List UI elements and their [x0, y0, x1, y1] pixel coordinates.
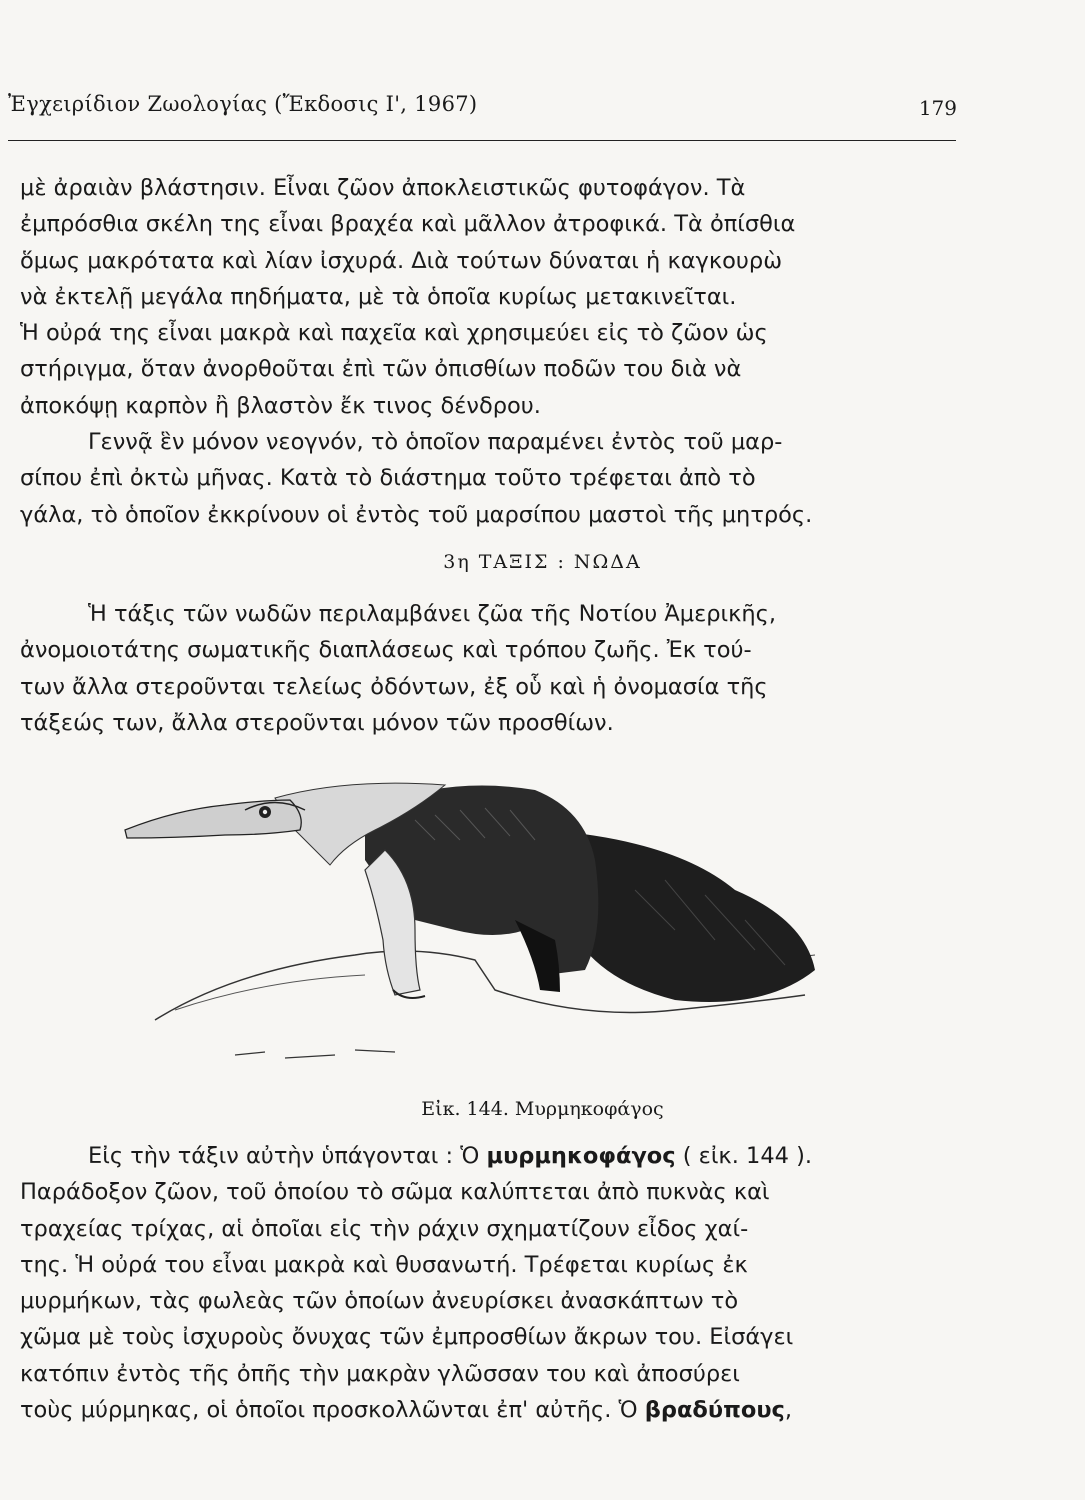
- anteater-drawing: [115, 770, 825, 1060]
- text-line: μυρμήκων, τὰς φωλεὰς τῶν ὁποίων ἀνευρίσκει ἀνασκάπτων τὸ: [20, 1288, 739, 1315]
- text-line: στήριγμα, ὅταν ἀνορθοῦται ἐπὶ τῶν ὀπισθίων ποδῶν του διὰ νὰ: [20, 356, 742, 383]
- text-line: χῶμα μὲ τοὺς ἰσχυροὺς ὄνυχας τῶν ἐμπροσθίων ἄκρων του. Εἰσάγει: [20, 1324, 794, 1351]
- text-run: ( εἰκ. 144 ).: [675, 1143, 813, 1169]
- text-line: των ἄλλα στεροῦνται τελείως ὀδόντων, ἐξ οὗ καὶ ἡ ὀνομασία τῆς: [20, 673, 768, 700]
- running-head: [8, 92, 957, 116]
- text-line: ὅμως μακρότατα καὶ λίαν ἰσχυρά. Διὰ τούτων δύναται ἡ καγκουρὼ: [20, 247, 783, 274]
- text-line: ἀποκόψῃ καρπὸν ἢ βλαστὸν ἔκ τινος δένδρου.: [20, 392, 541, 419]
- text-line: Γεννᾷ ἓν μόνον νεογνόν, τὸ ὁποῖον παραμένει ἐντὸς τοῦ μαρ-: [88, 429, 783, 456]
- text-line: νὰ ἐκτελῇ μεγάλα πηδήματα, μὲ τὰ ὁποῖα κυρίως μετακινεῖται.: [20, 283, 737, 310]
- text-line: τάξεώς των, ἄλλα στεροῦνται μόνον τῶν προσθίων.: [20, 709, 614, 736]
- paragraph-kangaroo: [20, 170, 964, 533]
- figure-caption: Εἰκ. 144. Μυρμηκοφάγος: [421, 1098, 664, 1120]
- text-line: ἐμπρόσθια σκέλη της εἶναι βραχέα καὶ μᾶλλον ἀτροφικά. Τὰ ὀπίσθια: [20, 211, 796, 238]
- text-line: ἀνομοιοτάτης σωματικῆς διαπλάσεως καὶ τρόπου ζωῆς. Ἐκ τού-: [20, 637, 752, 664]
- text-line: μὲ ἀραιὰν βλάστησιν. Εἶναι ζῶον ἀποκλειστικῶς φυτοφάγον. Τὰ: [20, 175, 746, 201]
- header-rule: [8, 140, 956, 141]
- text-line: σίπου ἐπὶ ὀκτὼ μῆνας. Κατὰ τὸ διάστημα τοῦτο τρέφεται ἀπὸ τὸ: [20, 465, 756, 492]
- text-line: τραχείας τρίχας, αἱ ὁποῖαι εἰς τὴν ράχιν σχηματίζουν εἶδος χαί-: [20, 1215, 749, 1242]
- text-line: Ἡ τάξις τῶν νωδῶν περιλαμβάνει ζῶα τῆς Νοτίου Ἀμερικῆς,: [88, 601, 777, 627]
- paragraph-edentata: [20, 596, 964, 741]
- text-run: Εἰς τὴν τάξιν αὐτὴν ὑπάγονται : Ὁ: [88, 1143, 487, 1169]
- text-line: της. Ἡ οὐρά του εἶναι μακρὰ καὶ θυσανωτή. Τρέφεται κυρίως ἐκ: [20, 1251, 748, 1278]
- text-line: [20, 1138, 964, 1174]
- anteater-illustration: [115, 770, 825, 1060]
- section-heading: 3η ΤΑΞΙΣ : ΝΩΔΑ: [443, 551, 642, 573]
- text-line: γάλα, τὸ ὁποῖον ἐκκρίνουν οἱ ἐντὸς τοῦ μαρσίπου μαστοὶ τῆς μητρός.: [20, 501, 813, 528]
- text-run: ,: [784, 1397, 793, 1424]
- text-run: τοὺς μύρμηκας, οἱ ὁποῖοι προσκολλῶνται ἐπ' αὐτῆς. Ὁ: [20, 1397, 645, 1424]
- page-number: 179: [918, 96, 957, 120]
- text-line: [20, 1392, 964, 1428]
- running-head-title: Ἐγχειρίδιον Ζωολογίας (Ἔκδοσις Ι', 1967): [8, 92, 478, 116]
- text-line: Ἡ οὐρά της εἶναι μακρὰ καὶ παχεῖα καὶ χρησιμεύει εἰς τὸ ζῶον ὡς: [20, 320, 768, 347]
- paragraph-anteater: [20, 1138, 964, 1428]
- term-sloth: βραδύπους: [644, 1397, 785, 1424]
- term-myrmecophagus: μυρμηκοφάγος: [486, 1143, 676, 1169]
- text-line: κατόπιν ἐντὸς τῆς ὀπῆς τὴν μακρὰν γλῶσσαν του καὶ ἀποσύρει: [20, 1360, 740, 1387]
- text-line: Παράδοξον ζῶον, τοῦ ὁποίου τὸ σῶμα καλύπτεται ἀπὸ πυκνὰς καὶ: [20, 1179, 770, 1206]
